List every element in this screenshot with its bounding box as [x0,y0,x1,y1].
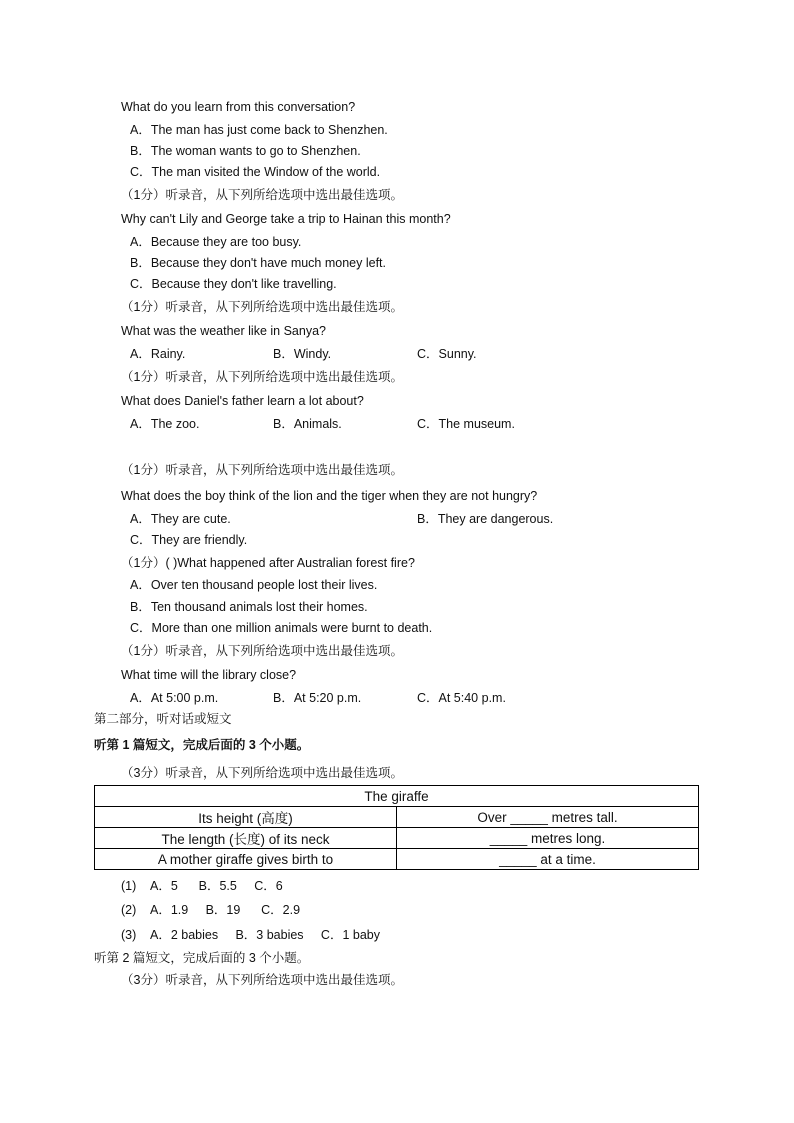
question-text: What do you learn from this conversation? [121,100,356,114]
subquestion-options[interactable]: A．1.9 B．19 C．2.9 [150,903,301,917]
option-c[interactable]: C．The man visited the Window of the world. [130,165,381,179]
option-b[interactable]: B．Animals. [273,417,342,431]
table-row [95,828,699,849]
option-c[interactable]: C．They are friendly. [130,533,248,547]
row-label: The length (长度) of its neck [95,828,397,849]
subquestion-options[interactable]: A．5 B．5.5 C．6 [150,879,283,893]
option-b[interactable]: B．The woman wants to go to Shenzhen. [130,144,361,158]
option-b[interactable]: B．Windy. [273,347,332,361]
question-text: What was the weather like in Sanya? [121,324,326,338]
table-row [95,849,699,870]
table-title: The giraffe [95,786,699,807]
option-a[interactable]: A．The man has just come back to Shenzhen. [130,123,388,137]
row-value[interactable]: _____ at a time. [397,849,699,870]
option-c[interactable]: C．The museum. [417,417,515,431]
question-text: What does Daniel's father learn a lot about? [121,394,364,408]
option-b[interactable]: B．They are dangerous. [417,512,554,526]
option-c[interactable]: C．At 5:40 p.m. [417,691,506,705]
table-row [95,807,699,828]
option-b[interactable]: B．Because they don't have much money left. [130,256,386,270]
option-a[interactable]: A．Over ten thousand people lost their lives. [130,578,378,592]
passage-heading: 听第 2 篇短文，完成后面的 3 个小题。 [94,951,310,965]
section-heading: 第二部分，听对话或短文 [94,712,232,726]
question-instruction: （1分）听录音，从下列所给选项中选出最佳选项。 [121,370,403,384]
question-text: What time will the library close? [121,668,297,682]
giraffe-table [94,785,699,870]
question-text: Why can't Lily and George take a trip to Hainan this month? [121,212,451,226]
question-text: （1分）( )What happened after Australian forest fire? [121,556,415,570]
subquestion-number: (2) [121,903,137,917]
subquestion-options[interactable]: A．2 babies B．3 babies C．1 baby [150,928,380,942]
subquestion-number: (1) [121,879,137,893]
option-a[interactable]: A．Because they are too busy. [130,235,302,249]
option-a[interactable]: A．Rainy. [130,347,186,361]
question-instruction: （1分）听录音，从下列所给选项中选出最佳选项。 [121,188,403,202]
row-label: Its height (高度) [95,807,397,828]
option-a[interactable]: A．They are cute. [130,512,231,526]
option-a[interactable]: A．At 5:00 p.m. [130,691,219,705]
option-b[interactable]: B．At 5:20 p.m. [273,691,362,705]
passage-instruction: （3分）听录音，从下列所给选项中选出最佳选项。 [121,766,403,780]
passage-instruction: （3分）听录音，从下列所给选项中选出最佳选项。 [121,973,403,987]
subquestion-number: (3) [121,928,137,942]
row-label: A mother giraffe gives birth to [95,849,397,870]
question-instruction: （1分）听录音，从下列所给选项中选出最佳选项。 [121,463,403,477]
question-instruction: （1分）听录音，从下列所给选项中选出最佳选项。 [121,300,403,314]
option-c[interactable]: C．Because they don't like travelling. [130,277,337,291]
option-b[interactable]: B．Ten thousand animals lost their homes. [130,600,368,614]
question-instruction: （1分）听录音，从下列所给选项中选出最佳选项。 [121,644,403,658]
passage-heading: 听第 1 篇短文，完成后面的 3 个小题。 [94,738,310,752]
option-c[interactable]: C．Sunny. [417,347,477,361]
option-a[interactable]: A．The zoo. [130,417,200,431]
option-c[interactable]: C．More than one million animals were burnt to death. [130,621,433,635]
row-value[interactable]: Over _____ metres tall. [397,807,699,828]
row-value[interactable]: _____ metres long. [397,828,699,849]
question-text: What does the boy think of the lion and the tiger when they are not hungry? [121,489,538,503]
